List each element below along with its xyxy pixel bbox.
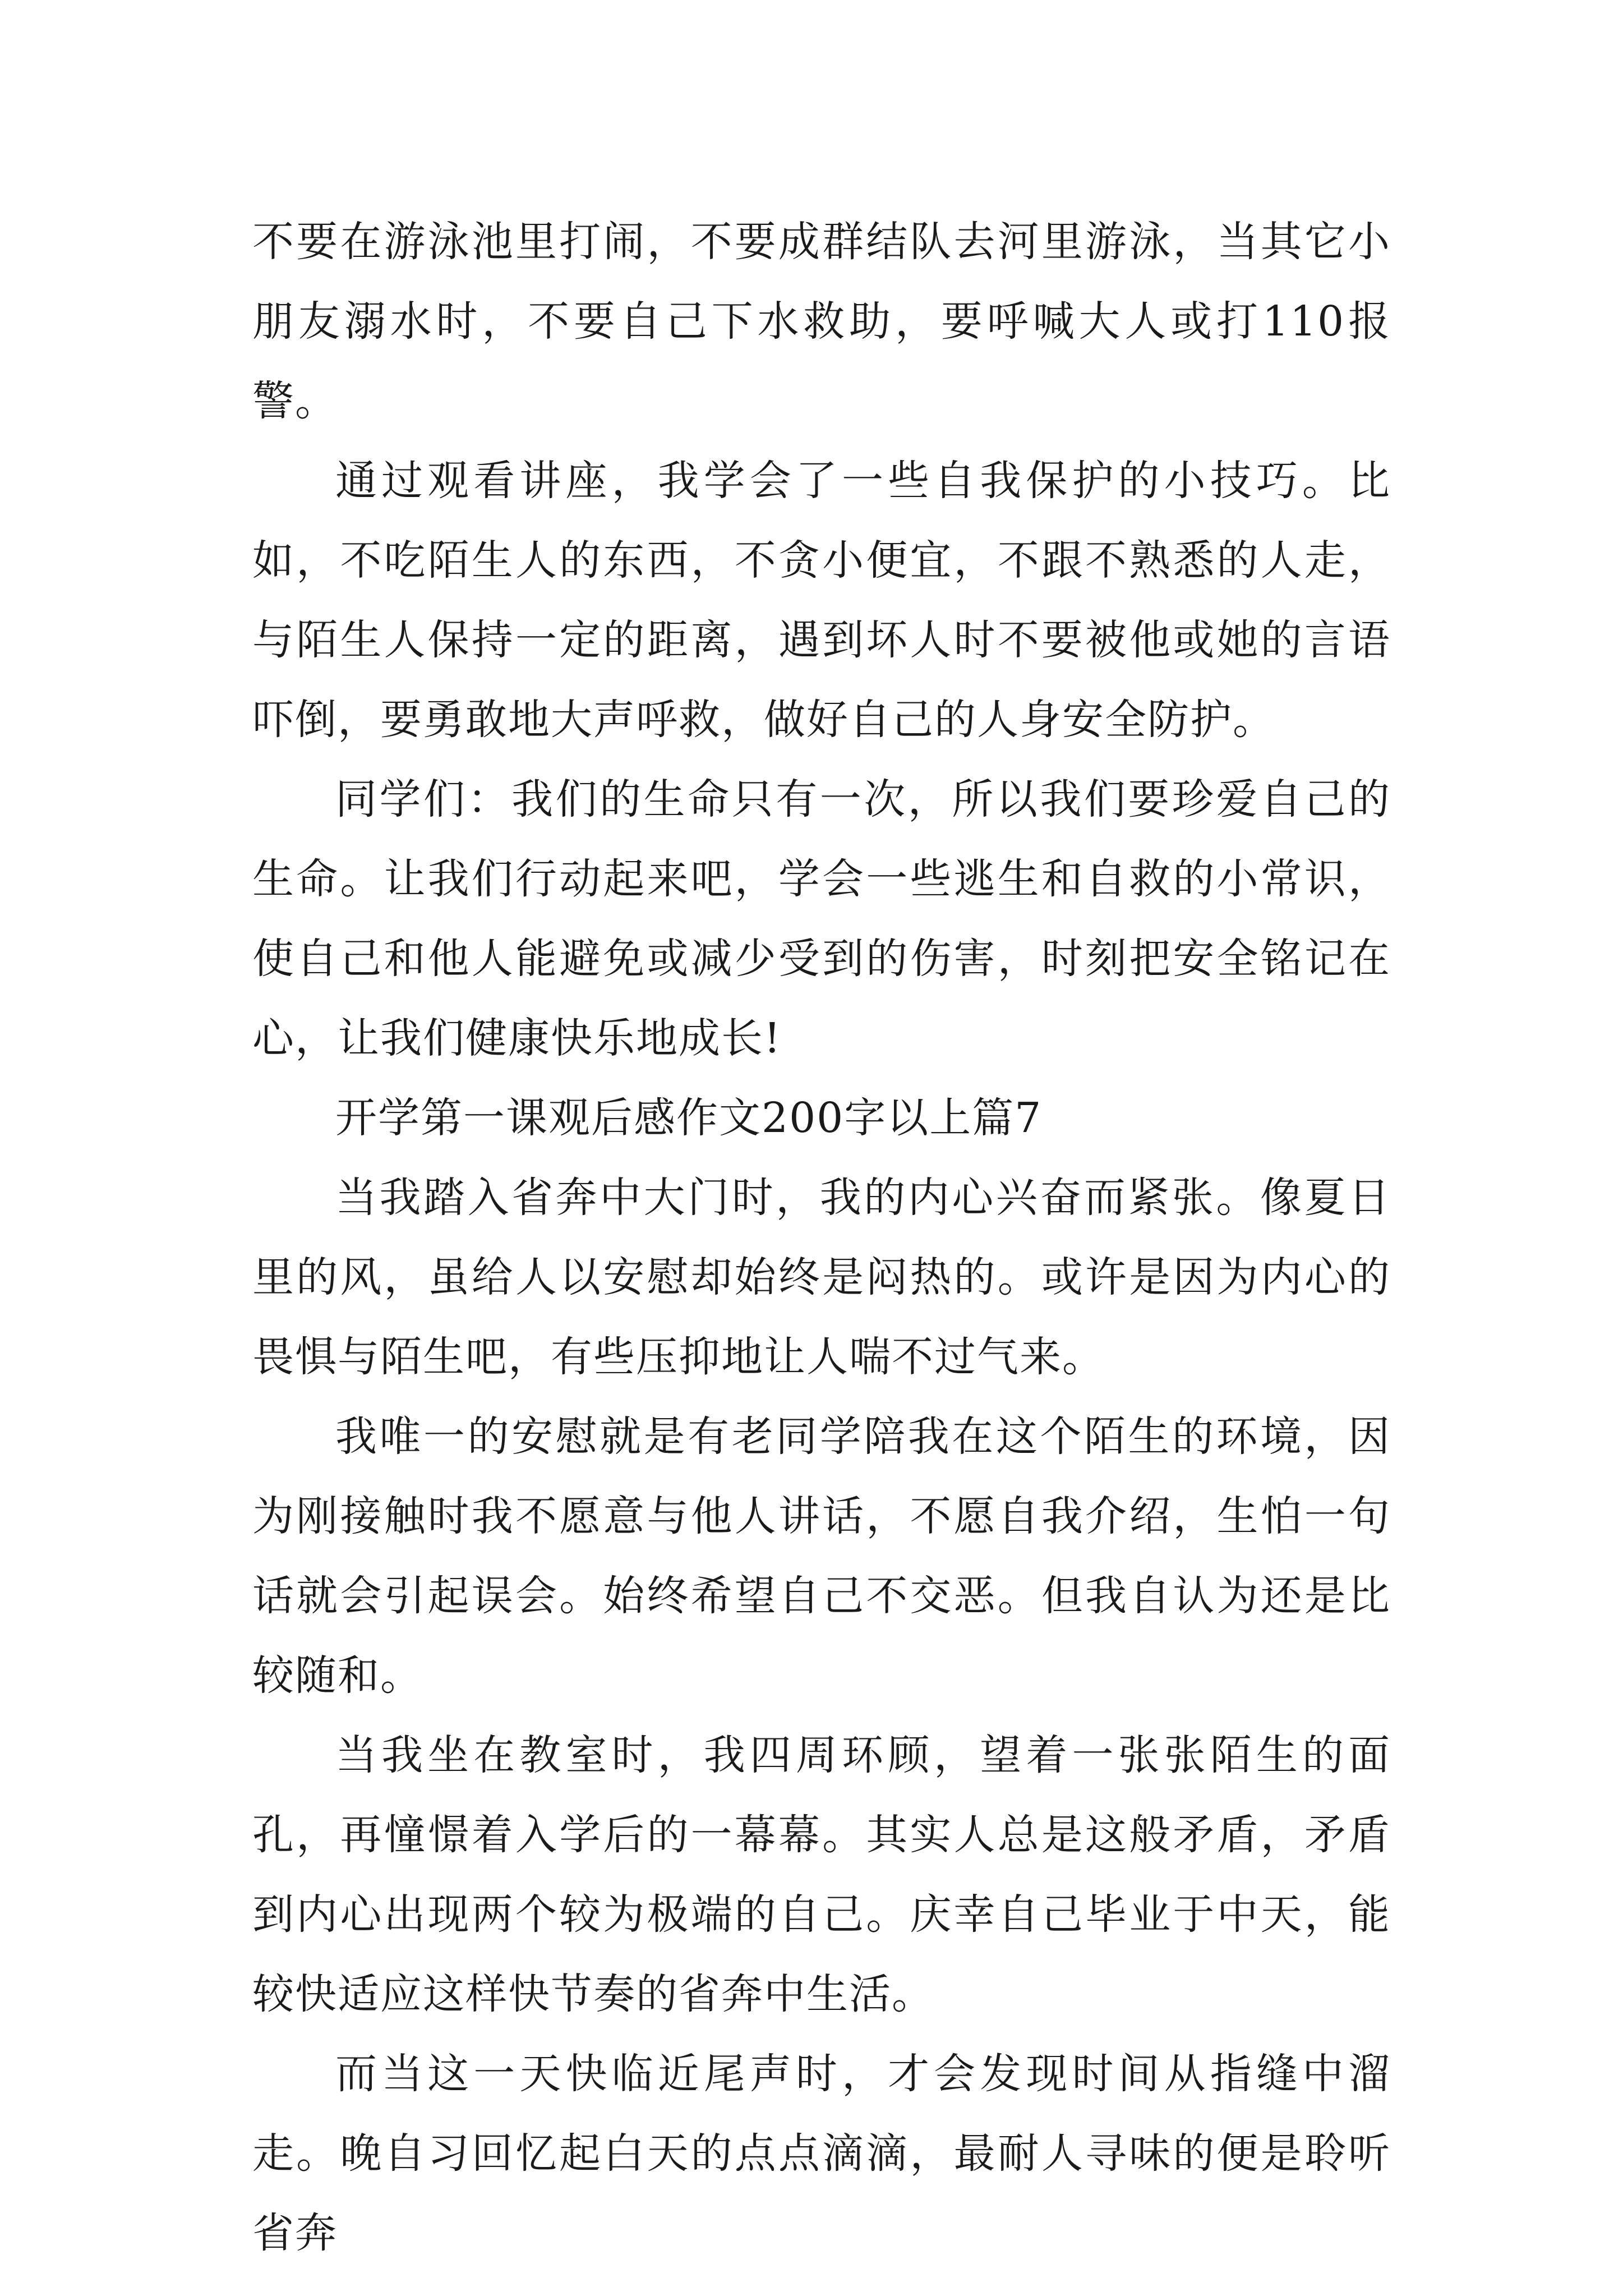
paragraph-entering-school: 当我踏入省奔中大门时，我的内心兴奋而紧张。像夏日里的风，虽给人以安慰却始终是闷热的。或许是因为内心的畏惧与陌生吧，有些压抑地让人喘不过气来。 bbox=[252, 1174, 1391, 1381]
paragraph-classroom: 当我坐在教室时，我四周环顾，望着一张张陌生的面孔，再憧憬着入学后的一幕幕。其实人总是这般矛盾，矛盾到内心出现两个较为极端的自己。庆幸自己毕业于中天，能较快适应这样快节奏的省奔中生活。 bbox=[252, 1731, 1391, 2018]
paragraph-old-classmate: 我唯一的安慰就是有老同学陪我在这个陌生的环境，因为刚接触时我不愿意与他人讲话，不愿自我介绍，生怕一句话就会引起误会。始终希望自己不交恶。但我自认为还是比较随和。 bbox=[252, 1412, 1391, 1700]
section-heading: 开学第一课观后感作文200字以上篇7 bbox=[335, 1094, 1043, 1142]
paragraph-swimming-safety: 不要在游泳池里打闹，不要成群结队去河里游泳，当其它小朋友溺水时，不要自己下水救助，要呼喊大人或打110报警。 bbox=[252, 218, 1391, 425]
paragraph-evening: 而当这一天快临近尾声时，才会发现时间从指缝中溜走。晚自习回忆起白天的点点滴滴，最耐人寻味的便是聆听省奔 bbox=[252, 2050, 1391, 2257]
paragraph-cherish-life: 同学们：我们的生命只有一次，所以我们要珍爱自己的生命。让我们行动起来吧，学会一些逃生和自救的小常识，使自己和他人能避免或减少受到的伤害，时刻把安全铭记在心，让我们健康快乐地成长! bbox=[252, 775, 1391, 1062]
document-body bbox=[252, 202, 1391, 2273]
paragraph-self-protection: 通过观看讲座，我学会了一些自我保护的小技巧。比如，不吃陌生人的东西，不贪小便宜，不跟不熟悉的人走，与陌生人保持一定的距离，遇到坏人时不要被他或她的言语吓倒，要勇敢地大声呼救，做好自己的人身安全防护。 bbox=[252, 457, 1391, 744]
